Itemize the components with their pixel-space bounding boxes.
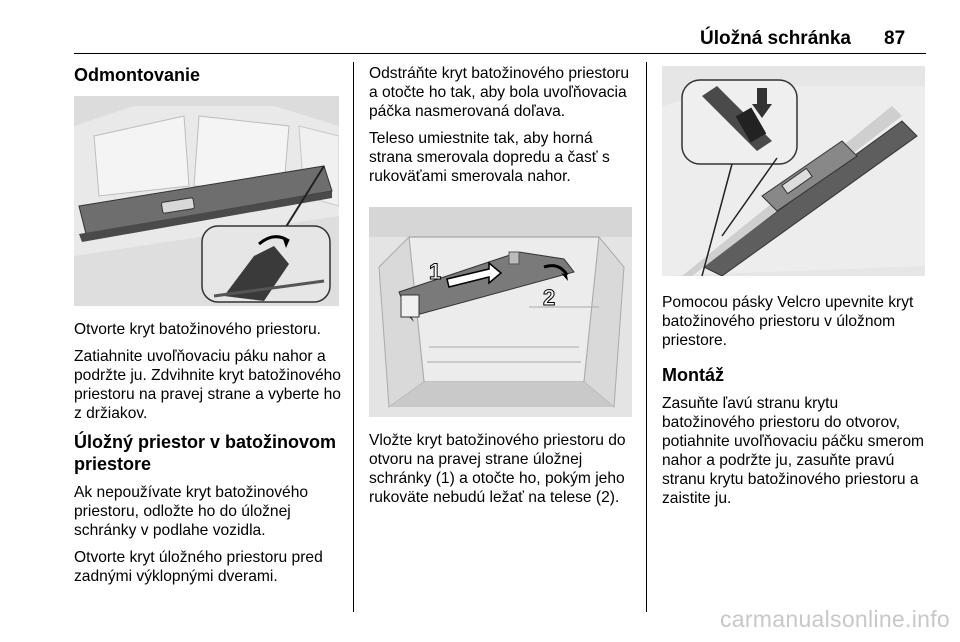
column-1-text xyxy=(74,320,344,594)
callout-1: 1 xyxy=(429,259,442,284)
paragraph: Vložte kryt batožinového priestoru do otvoru na pravej strane úložnej schránky (1) a otočte ho, pokým jeho rukoväte nebudú ležať na telese (2). xyxy=(369,432,626,506)
figure-insertion xyxy=(369,207,632,417)
paragraph: Zatiahnite uvoľňovaciu páku nahor a podržte ju. Zdvihnite kryt batožinového priestoru na pravej strane a vyberte ho z držiakov. xyxy=(74,348,341,422)
subheading-storage: Úložný priestor v batožinovom priestore xyxy=(74,432,337,474)
column-3-text xyxy=(662,293,930,516)
column-1 xyxy=(74,64,344,98)
paragraph: Pomocou pásky Velcro upevnite kryt batožinového priestoru v úložnom priestore. xyxy=(662,294,914,349)
heading-montaz: Montáž xyxy=(662,365,724,385)
callout-2: 2 xyxy=(543,285,556,310)
header-rule xyxy=(74,53,926,54)
paragraph: Odstráňte kryt batožinového priestoru a otočte ho tak, aby bola uvoľňovacia páčka nasmerovaná doľava. xyxy=(369,65,630,120)
column-divider-1 xyxy=(353,62,354,612)
column-divider-2 xyxy=(646,62,647,612)
paragraph: Ak nepoužívate kryt batožinového priestoru, odložte ho do úložnej schránky v podlahe vozidla. xyxy=(74,484,309,539)
paragraph: Zasuňte ľavú stranu krytu batožinového priestoru do otvorov, potiahnite uvoľňovaciu páčku smerom nahor a podržte ju, zasuňte pravú stranu krytu batožinového priestoru a zaistite ju. xyxy=(662,395,924,507)
page-number: 87 xyxy=(884,28,906,49)
figure-velcro xyxy=(662,66,925,276)
figure-removal xyxy=(74,96,339,306)
section-title: Úložná schránka xyxy=(700,28,851,49)
page-header xyxy=(0,0,960,56)
paragraph: Otvorte kryt úložného priestoru pred zadnými výklopnými dverami. xyxy=(74,549,323,585)
paragraph: Otvorte kryt batožinového priestoru. xyxy=(74,321,322,338)
column-2-text-bottom xyxy=(369,431,637,515)
paragraph: Teleso umiestnite tak, aby horná strana smerovala dopredu a časť s rukoväťami smerovala nahor. xyxy=(369,130,610,185)
watermark: carmanualsonline.info xyxy=(719,606,950,632)
heading-odmontovanie: Odmontovanie xyxy=(74,65,201,85)
column-2-text-top xyxy=(369,64,637,194)
